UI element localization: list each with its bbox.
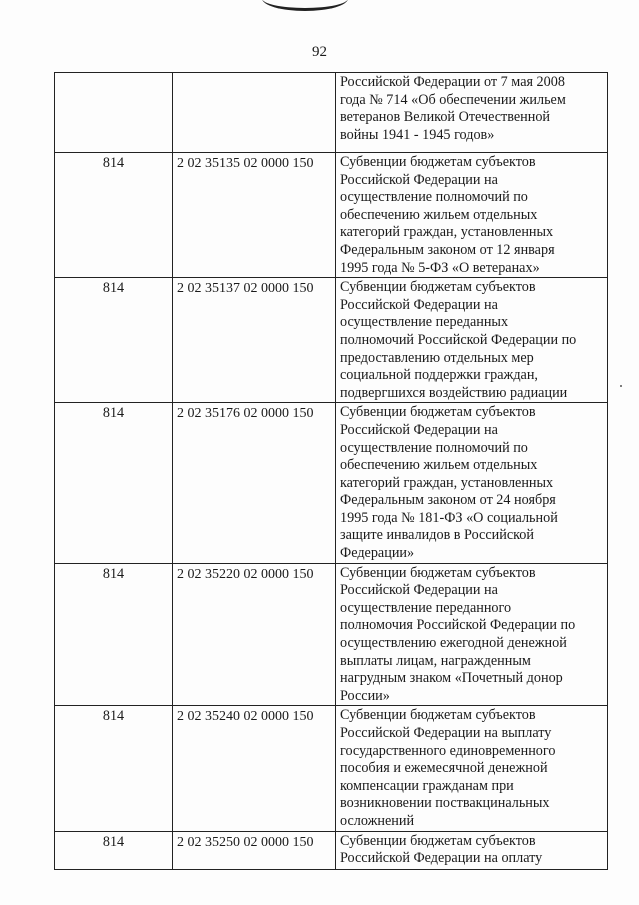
admin-code-cell: 814 [55,706,173,831]
income-name-cell: Российской Федерации от 7 мая 2008 года № 714 «Об обеспечении жильем ветеранов Великой Отечественной войны 1941 - 1945 годов» [336,73,608,153]
table-row [55,403,608,563]
admin-code-cell: 814 [55,403,173,563]
budget-code-cell: 2 02 35176 02 0000 150 [173,403,336,563]
income-name-cell: Субвенции бюджетам субъектов Российской Федерации на осуществление переданных полномочий Российской Федерации по предоставлению отдельных мер социальной поддержки граждан, подвергшихся воздействию радиации [336,278,608,403]
income-name-cell: Субвенции бюджетам субъектов Российской Федерации на осуществление полномочий по обеспечению жильем отдельных категорий граждан, установленных Федеральным законом от 24 ноября 1995 года № 181-ФЗ «О социальной защите инвалидов в Российской Федерации» [336,403,608,563]
admin-code-cell: 814 [55,153,173,278]
table-row [55,73,608,153]
income-name-cell: Субвенции бюджетам субъектов Российской Федерации на осуществление полномочий по обеспечению жильем отдельных категорий граждан, установленных Федеральным законом от 12 января 1995 года № 5-ФЗ «О ветеранах» [336,153,608,278]
income-name-cell: Субвенции бюджетам субъектов Российской Федерации на осуществление переданного полномочия Российской Федерации по осуществлению ежегодной денежной выплаты лицам, награжденным нагрудным знаком «Почетный донор России» [336,563,608,706]
budget-code-table [54,72,608,870]
table-row [55,563,608,706]
scan-binding-mark [262,0,348,11]
table-row [55,706,608,831]
income-name-cell: Субвенции бюджетам субъектов Российской Федерации на оплату [336,831,608,869]
admin-code-cell: 814 [55,278,173,403]
scan-speck [620,385,622,387]
budget-code-cell: 2 02 35135 02 0000 150 [173,153,336,278]
budget-code-cell [173,73,336,153]
admin-code-cell [55,73,173,153]
budget-code-cell: 2 02 35240 02 0000 150 [173,706,336,831]
table-row [55,278,608,403]
table-row [55,153,608,278]
budget-code-cell: 2 02 35220 02 0000 150 [173,563,336,706]
table-row [55,831,608,869]
budget-code-cell: 2 02 35137 02 0000 150 [173,278,336,403]
page-number: 92 [312,44,327,60]
admin-code-cell: 814 [55,563,173,706]
admin-code-cell: 814 [55,831,173,869]
income-name-cell: Субвенции бюджетам субъектов Российской Федерации на выплату государственного единовременного пособия и ежемесячной денежной компенсации гражданам при возникновении поствакцинальных осложнений [336,706,608,831]
budget-code-cell: 2 02 35250 02 0000 150 [173,831,336,869]
